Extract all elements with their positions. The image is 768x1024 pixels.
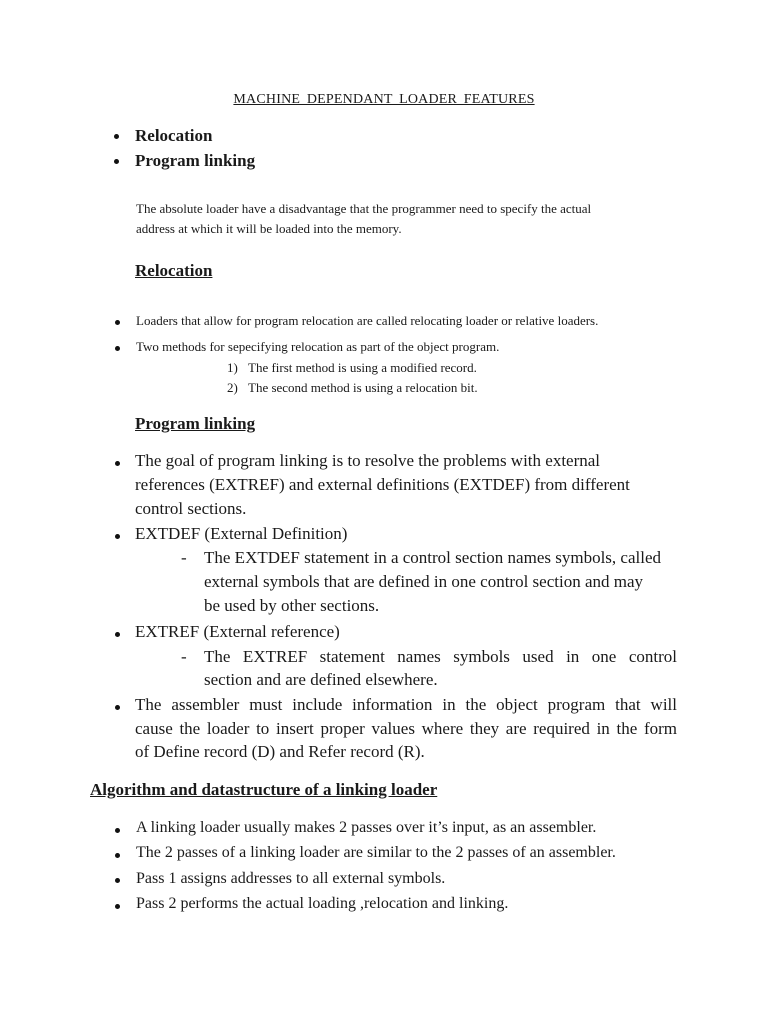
method-text-1: The first method is using a modified record.: [248, 360, 477, 375]
page-title: MACHINE DEPENDANT LOADER FEATURES: [233, 92, 535, 107]
extref-line-1: The EXTREF statement names symbols used in one control: [204, 647, 677, 666]
extdef-label: EXTDEF (External Definition): [135, 524, 348, 543]
relocation-bullet-1: Loaders that allow for program relocation are called relocating loader or relative loaders.: [136, 313, 599, 328]
intro-line-2: address at which it will be loaded into the memory.: [136, 221, 402, 236]
bullet-icon: [115, 534, 120, 539]
algorithm-heading: Algorithm and datastructure of a linking loader: [90, 780, 438, 799]
bullet-icon: [115, 632, 120, 637]
extdef-line-1: The EXTDEF statement in a control section names symbols, called: [204, 548, 661, 567]
program-linking-heading: Program linking: [135, 414, 256, 433]
goal-line-2: references (EXTREF) and external definitions (EXTDEF) from different: [135, 475, 630, 494]
assembler-line-3: of Define record (D) and Refer record (R).: [135, 742, 425, 761]
bullet-icon: [115, 878, 120, 883]
bullet-icon: [115, 346, 120, 351]
bullet-icon: [115, 461, 120, 466]
extdef-dash: -: [181, 548, 187, 567]
goal-line-3: control sections.: [135, 499, 247, 518]
method-text-2: The second method is using a relocation bit.: [248, 380, 478, 395]
bullet-icon: [115, 828, 120, 833]
bullet-icon: [114, 159, 119, 164]
extref-dash: -: [181, 647, 187, 666]
extref-line-2: section and are defined elsewhere.: [204, 670, 438, 689]
relocation-bullet-2: Two methods for sepecifying relocation as part of the object program.: [136, 339, 500, 354]
relocation-heading: Relocation: [135, 261, 213, 280]
bullet-icon: [114, 134, 119, 139]
extdef-line-3: be used by other sections.: [204, 596, 380, 615]
bullet-icon: [115, 904, 120, 909]
goal-line-1: The goal of program linking is to resolve the problems with external: [135, 451, 601, 470]
intro-line-1: The absolute loader have a disadvantage that the programmer need to specify the actual: [136, 201, 592, 216]
assembler-line-2: cause the loader to insert proper values where they are required in the form: [135, 719, 677, 738]
method-number-2: 2): [227, 380, 238, 395]
feature-relocation: Relocation: [135, 126, 213, 145]
assembler-line-1: The assembler must include information in the object program that will: [135, 695, 677, 714]
algorithm-bullet-1: A linking loader usually makes 2 passes over it’s input, as an assembler.: [136, 819, 597, 836]
algorithm-bullet-3: Pass 1 assigns addresses to all external symbols.: [136, 870, 446, 887]
algorithm-bullet-2: The 2 passes of a linking loader are similar to the 2 passes of an assembler.: [136, 844, 616, 861]
bullet-icon: [115, 320, 120, 325]
algorithm-bullet-4: Pass 2 performs the actual loading ,relocation and linking.: [136, 895, 509, 912]
bullet-icon: [115, 705, 120, 710]
bullet-icon: [115, 853, 120, 858]
method-number-1: 1): [227, 360, 238, 375]
extref-label: EXTREF (External reference): [135, 622, 340, 641]
feature-program-linking: Program linking: [135, 151, 256, 170]
extdef-line-2: external symbols that are defined in one control section and may: [204, 572, 644, 591]
